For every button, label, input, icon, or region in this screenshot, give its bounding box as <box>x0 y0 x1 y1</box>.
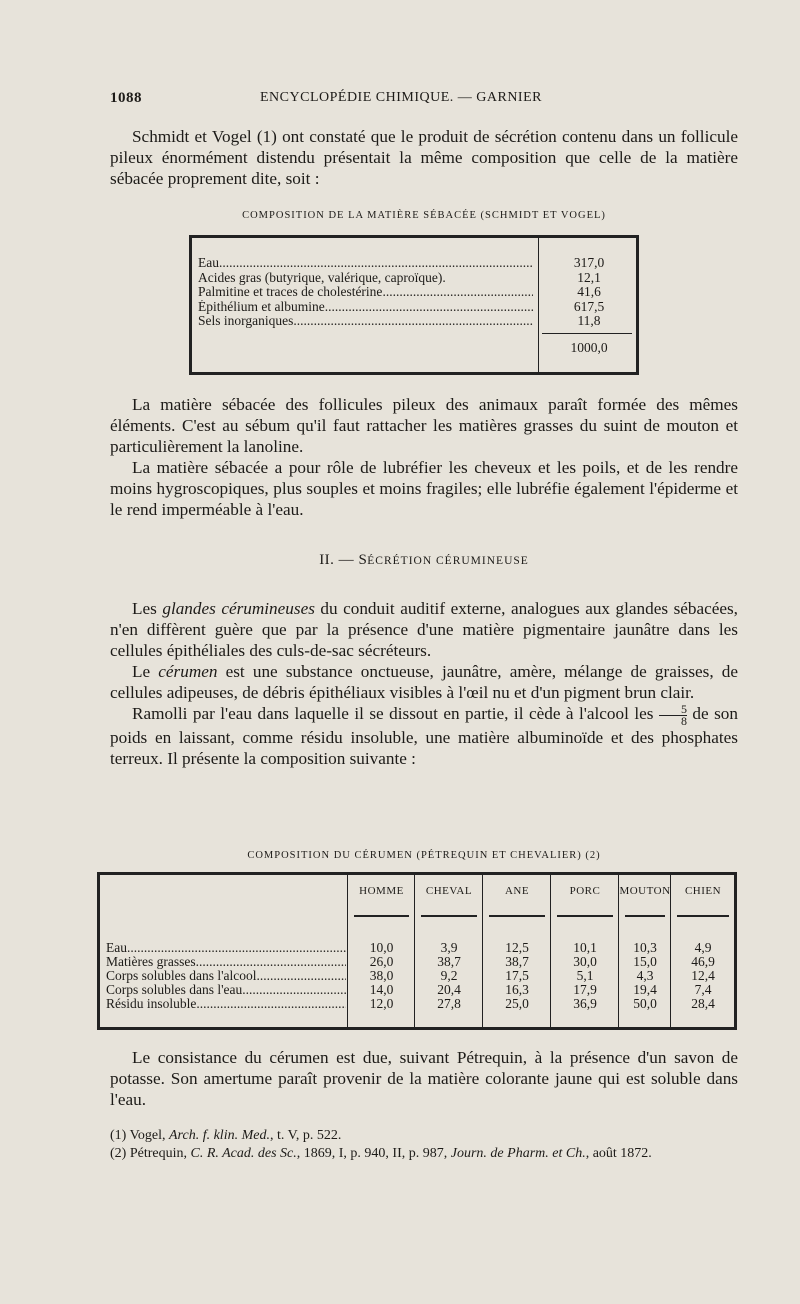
paragraph-4: Les glandes cérumineuses du conduit auditif externe, analogues aux glandes sébacées, n'en diffèrent guère que par la présence d'une matière pigmentaire jaunâtre dans les cellules épithéliales des culs-de-sac sécréteurs. <box>110 599 738 660</box>
table1-sum-rule <box>542 333 632 334</box>
table2-labels <box>106 941 346 1011</box>
paragraph-5: Le cérumen est une substance onctueuse, jaunâtre, amère, mélange de graisses, de cellules adipeuses, de débris épithéliaux visibles à l'œil nu et d'un pigment brun clair. <box>110 662 738 702</box>
paragraph-7: Le consistance du cérumen est due, suivant Pétrequin, à la présence d'un savon de potasse. Son amertume paraît provenir de la matière colorante jaune qui est soluble dans l'eau. <box>110 1048 738 1109</box>
table1-value: 12,1 <box>577 269 601 285</box>
table2-caption: COMPOSITION DU CÉRUMEN (PÉTREQUIN ET CHEVALIER) (2) <box>247 850 601 861</box>
table1-row-label: Épithélium et albumine ..... <box>198 300 533 315</box>
paragraph-3: La matière sébacée a pour rôle de lubréfier les cheveux et les poils, et de les rendre moins hygroscopiques, plus souples et moins fragiles; elle lubréfie également l'épiderme et le rend imperméable à l'eau. <box>110 458 738 519</box>
paragraphs-sebaceous <box>110 394 738 520</box>
footnote-1: (1) Vogel, Arch. f. klin. Med., t. V, p. 522. <box>110 1128 342 1143</box>
column-mouton: MOUTON 10,3 15,0 4,3 19,4 50,0 <box>618 875 671 1027</box>
column-ane: ANE 12,5 38,7 17,5 16,3 25,0 <box>482 875 551 1027</box>
table1-value: 317,0 <box>573 255 605 270</box>
table2-row-label: Résidu insoluble ..... <box>106 997 346 1011</box>
table1-row-label: Sels inorganiques ..... <box>198 314 533 329</box>
table1-value: 617,5 <box>573 298 605 314</box>
column-cheval: CHEVAL 3,9 38,7 9,2 20,4 27,8 <box>414 875 483 1027</box>
column-homme: HOMME 10,0 26,0 38,0 14,0 12,0 <box>347 875 415 1027</box>
paragraph-2: La matière sébacée des follicules pileux des animaux paraît formée des mêmes éléments. C'est au sébum qu'il faut rattacher les matières grasses du suint de mouton et particulièrement la lanoline. <box>110 395 738 456</box>
sebaceous-composition-table <box>189 235 639 375</box>
table2-row-label: Matières grasses ..... <box>106 955 346 969</box>
footnote-2: (2) Pétrequin, C. R. Acad. des Sc., 1869, I, p. 940, II, p. 987, Journ. de Pharm. et Ch., août 1872. <box>110 1146 652 1161</box>
section-heading: II. — SÉCRÉTION CÉRUMINEUSE <box>319 552 529 568</box>
page-header <box>110 90 740 112</box>
paragraphs-ceruminous <box>110 598 738 769</box>
table2-row-label: Corps solubles dans l'alcool ..... <box>106 969 346 983</box>
paragraph-intro <box>110 126 738 189</box>
column-porc: PORC 10,1 30,0 5,1 17,9 36,9 <box>550 875 619 1027</box>
table1-row-label: Eau ..... <box>198 256 533 271</box>
table1-value: 41,6 <box>577 284 601 300</box>
table1-row-label: Palmitine et traces de cholestérine ..... <box>198 285 533 300</box>
table1-caption: COMPOSITION DE LA MATIÈRE SÉBACÉE (SCHMIDT ET VOGEL) <box>242 210 606 221</box>
table1-row-label: Acides gras (butyrique, valérique, caproïque). <box>198 270 446 285</box>
running-title: ENCYCLOPÉDIE CHIMIQUE. — GARNIER <box>260 90 542 105</box>
fraction: $\frac{5}{8}$ <box>659 704 687 727</box>
table1-values <box>540 256 638 329</box>
column-chien: CHIEN 4,9 46,9 12,4 7,4 28,4 <box>670 875 735 1027</box>
footnotes <box>110 1127 738 1163</box>
table1-divider <box>538 238 539 372</box>
paragraph-1: Schmidt et Vogel (1) ont constaté que le produit de sécrétion contenu dans un follicule pileux énormément distendu présentait la même composition que celle de la matière sébacée proprement dite, soit : <box>110 127 738 188</box>
paragraph-6: Ramolli par l'eau dans laquelle il se dissout en partie, il cède à l'alcool les $\frac{5}{8}$ de son poids en laissant, comme résidu insoluble, une matière albuminoïde et des phosphates terreux. Il présente la composition suivante : <box>110 701 738 768</box>
table2-row-label: Eau ..... <box>106 941 346 955</box>
page-number: 1088 <box>110 90 142 106</box>
table1-total: 1000,0 <box>570 340 608 355</box>
table1-value: 11,8 <box>577 313 601 329</box>
paragraph-consistency <box>110 1047 738 1110</box>
table1-labels <box>198 256 533 329</box>
cerumen-composition-table <box>97 872 737 1030</box>
table2-row-label: Corps solubles dans l'eau ..... <box>106 983 346 997</box>
